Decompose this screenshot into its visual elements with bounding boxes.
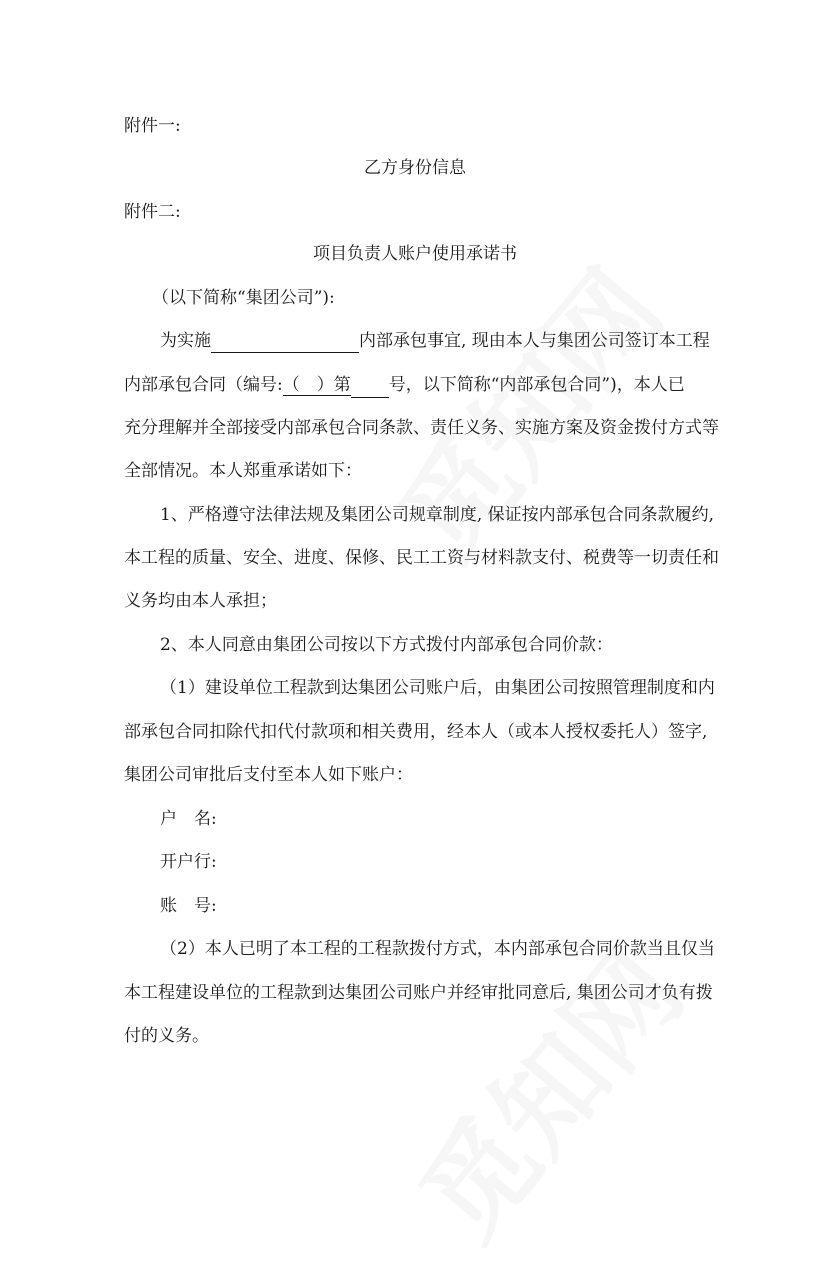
- sub-1-line-2: 部承包合同扣除代扣代付款项和相关费用，经本人（或本人授权委托人）签字,: [124, 722, 708, 742]
- attachment-2-label: 附件二:: [124, 202, 181, 222]
- project-name-blank[interactable]: [211, 332, 359, 353]
- account-bank-label: 开户行:: [160, 852, 217, 872]
- intro-suffix: 内部承包事宜, 现由本人与集团公司签订本工程: [359, 331, 710, 351]
- contract-number-label: 内部承包合同（编号:: [124, 375, 283, 395]
- intro-prefix: 为实施: [160, 331, 211, 351]
- sub-1-line-1: （1）建设单位工程款到达集团公司账户后，由集团公司按照管理制度和内: [160, 678, 715, 698]
- intro-line-1: [160, 329, 710, 353]
- contract-number-suffix: 号，以下简称“内部承包合同”)，本人已: [388, 375, 685, 395]
- sub-2-line-1: （2）本人已明了本工程的工程款拨付方式，本内部承包合同价款当且仅当: [160, 939, 715, 959]
- item-1-line-3: 义务均由本人承担；: [124, 591, 277, 611]
- sub-2-line-3: 付的义务。: [124, 1026, 209, 1046]
- watermark: [358, 232, 691, 586]
- sub-1-line-3: 集团公司审批后支付至本人如下账户：: [124, 765, 413, 785]
- item-1-line-2: 本工程的质量、安全、进度、保修、民工工资与材料款支付、税费等一切责任和: [124, 548, 719, 568]
- account-name-label: 户 名:: [160, 809, 217, 829]
- intro-line-4: 全部情况。本人郑重承诺如下：: [124, 461, 362, 481]
- intro-line-3: 充分理解并全部接受内部承包合同条款、责任义务、实施方案及资金拨付方式等: [124, 418, 719, 438]
- attachment-2-title: 项目负责人账户使用承诺书: [313, 244, 517, 264]
- contract-number-blank[interactable]: （ ）第: [282, 375, 351, 395]
- account-number-label: 账 号:: [160, 896, 217, 916]
- attachment-1-title: 乙方身份信息: [364, 158, 466, 178]
- intro-line-2: [124, 373, 685, 398]
- item-1-line-1: 1、严格遵守法律法规及集团公司规章制度, 保证按内部承包合同条款履约,: [160, 505, 715, 525]
- contract-seq-blank[interactable]: [351, 377, 389, 398]
- sub-2-line-2: 本工程建设单位的工程款到达集团公司账户并经审批同意后, 集团公司才负有拨: [124, 983, 713, 1003]
- attachment-1-label: 附件一:: [124, 116, 181, 136]
- item-2-line-1: 2、本人同意由集团公司按以下方式拨付内部承包合同价款：: [160, 635, 613, 655]
- addressee-line: （以下简称“集团公司”):: [152, 288, 335, 308]
- watermark: [378, 912, 711, 1266]
